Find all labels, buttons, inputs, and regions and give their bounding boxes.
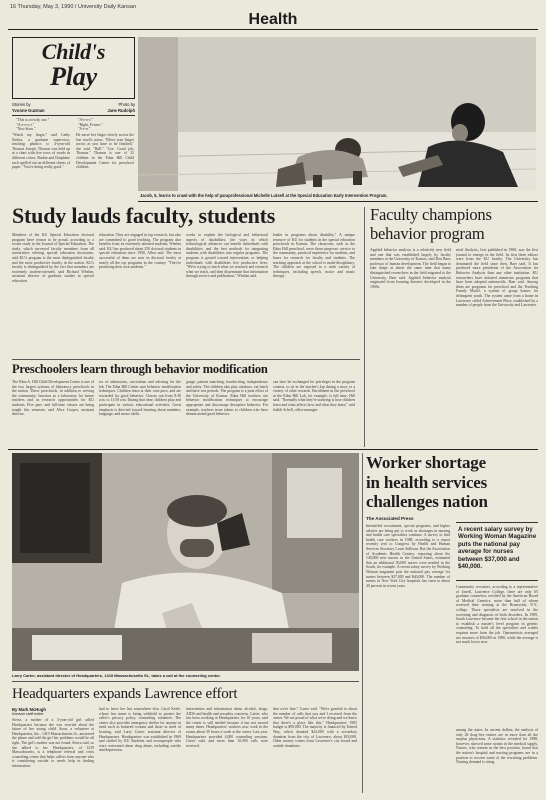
rule: [12, 359, 360, 360]
poem-line: "Right, Fenner.": [78, 122, 103, 127]
column-divider: [362, 453, 363, 793]
headquarters-col-2: had to leave her last somewhere else, Carol Keele, whose last name is being withheld to protect the caller's privacy policy, counseling volunteer. The center also provides emergency shelter for anyone in need such as battered women and those in need of housing, said Larry Carter, assistant director of Headquarters. Headquarters was established in 1969 and staffed by KU Students and townspeople who were concerned about drug abuse, including suicide and depression.: [99, 707, 181, 753]
worker-pullquote-box: [456, 522, 538, 582]
crawling-photo: [138, 37, 536, 191]
worker-headline: [366, 453, 542, 512]
headquarters-headline: Headquarters expands Lawrence effort: [12, 686, 238, 702]
poem-line: "A-o-o-o-t.": [16, 122, 35, 127]
study-col-4: leader in programs about disability." A unique resource of KU for students in the special education preschools in Kansas. The classroom, such as the Edna Hill preschool, serve those purposes: service to the community, practical experience for students, and bases for research for faculty and students. The teaching approach at the school is multi-disciplinary. The children are exposed to a wide variety of techniques, including speech, motor and music therapy.: [273, 233, 355, 279]
rule: [138, 201, 538, 202]
childs-play-text-right: He move her finger slowly across the last word's arrow. "Move your finger across as you have to be finished," she said. "Ball." "Got. Good job, Thomas." Thomas is one of 32 children in the Edna Hill Child Development Center for preschool children.: [76, 133, 134, 170]
faculty-col-2: nical Analysis, first published in 1968, was the first journal to emerge in the field. Its first three editors were from the KU faculty. The University has dominated the field since then, Baer said. It has produced more presidents of the Association for Behavior Analysis than any other institution. KU researchers have initiated numerous programs that have been adopted nationwide, Baer said. Among them are programs for preschool and the Teaching Family Model, a system of group homes for delinquent youth. The system came from a home in Lawrence called Achievement Place, established by a number of people from the University and Lawrence.: [456, 248, 538, 308]
poem-line: "Now Sean.": [16, 127, 36, 132]
crawling-photo-art: [138, 37, 536, 191]
column-divider: [364, 207, 365, 447]
headquarters-byline-sub: Kansan staff writer: [12, 712, 44, 716]
crawling-photo-caption: Jacob, 5, learns to crawl with the help of paraprofessional Michelle Lutsell at the Special Education Early Intervention Program.: [140, 193, 388, 198]
carter-photo-art: [12, 453, 359, 671]
childs-play-title: Child's: [41, 39, 106, 64]
box-rule: [12, 115, 135, 116]
poem-line: "This is a tricky one.": [16, 118, 50, 122]
childs-play-text-left: "Watch my finger," said Cathy Stokes, a graduate supervisor, teaching phonics to 4-year-old Thomas Joseph. Thomas was held up at a chart with five rows of words in different colors. Barbie and Dauphine each spelled out on different sheets of paper. "You're doing really good.": [12, 133, 70, 170]
folio: 16 Thursday, May 3, 1990 / University Daily Kansan: [10, 4, 137, 10]
rule: [456, 580, 538, 581]
carter-photo: [12, 453, 359, 671]
worker-col-3: among the states. In current dollars, the analysts of only 28 drug-free entries are in more than all the surplus physicians. A statistics revealed for 1988, however, showed some strains in the medical supply. Nurses, who remain in the best position, found that the nation's hospital and nursing programs are in a position to recover some of the recruiting problems. Nursing demand is rising.: [456, 728, 538, 765]
rule: [12, 681, 359, 682]
carter-photo-caption: Larry Carter, assistant director of Headquarters, 1419 Massachusetts St., takes a call at the counseling center.: [12, 673, 221, 678]
poem-line: "A-o-o-t.": [78, 118, 94, 122]
poem-line: "S-e-a.": [78, 127, 91, 132]
stories-author: Yvonne Guzman: [12, 108, 45, 113]
childs-play-title-2: Play: [50, 62, 97, 91]
photo-author: Jane Rudolph: [107, 108, 135, 113]
section-rule: [8, 29, 538, 30]
study-col-3: works to explain the biological and behavioral aspects of disabilities, the ways in which technological advances can benefit individuals with disabilities, and the best methods for integrating students with disabilities into regular programs. The program is geared toward intervention, or helping individuals with disabilities live productive lives. "We're trying to teach what we research and research what we teach, and then disseminate that information through service and publication," Whelan said.: [186, 233, 268, 279]
worker-col-1: Intensified recruitment, special programs, and higher salaries are being put to work as shortages in nursing and health care specialties continue. A survey to find health care workers in 1988, according to a report recently sent to Congress by Health and Human Services Secretary Louis Sullivan. But the Association of Academic Health Centers, reporting about the 140,000 new nurses in the United States, estimated that an additional 50,000 nurses were needed in the South, for example. A recent salary survey by Working Woman magazine puts the national pay average for nurses between $37,000 and $40,000. The number of nurses in New York City hospitals has risen to about 40 percent in recent years.: [366, 524, 450, 588]
headquarters-col-3: intervention and information about alcohol, drugs, AIDS and health and sexuality concerns. Carter, who has been working at Headquarters for 10 years, said the center is still needed because it has not moved many times. Headquarters' workers now work in the rooms about 30 hours a week at the center. Last year, Headquarters provided 4,000 counseling sessions, Carter said, and more than 10,000 calls were received.: [186, 707, 268, 748]
worker-pullquote: A recent salary survey by Working Woman Magazine puts the national pay average for nurses between $37,000 and $40,000.: [458, 526, 537, 571]
preschool-headline: Preschoolers learn through behavior modification: [12, 362, 268, 376]
study-col-2: education. They are engaged in top research, but also are committed to good teaching. The program also benefits from its extremely talented students, Whelan said. KU has produced about 250 doctoral students in special education since 1958, Allen said. The most successful of them are now in doctoral faculty at nearly all the top programs in the country. "They're producing their own students.": [99, 233, 181, 270]
study-col-1: Members of the KU Special Education doctoral program have reason to be proud, according to a recent study in the Journal of Special Education. The study, which surveyed faculty members from all universities offering special education doctorates, said KU's program is the most distinguished faculty and the most productive faculty in the nation. KU's faculty is distinguished by the fact that members are extremely student-oriented, said Richard Whelan, assistant director of graduate studies in special education.: [12, 233, 94, 283]
worker-col-2: Community recruiters, according to a representative of Jarrell, Lawrence College, there are only 65 graduate counselors certified by the American Board of Medical Genetics, more than half of whom received their training at the Brunswick, N.Y., college. Those specialists are involved in the screening and diagnosis of birth disorders. In 1989, Sarah Lawrence became the first school in the nation to establish a master's level program in genetic counseling. To hold all the specialties and credits requires more from the job. Optometrists averaged net incomes of $56,000 in 1986, while the average is not much lower now.: [456, 585, 538, 645]
worker-byline: The Associated Press: [366, 516, 414, 521]
headquarters-col-1: Sierra, a mother of a 3-year-old girl called Headquarters because she was worried about the future of her young child. Soon, a volunteer at Headquarters, Inc., 1419 Massachusetts St., answered the phone and told the girl her problems would be all right. The girl's mother was not found, Sierra said, so she talked to her. Headquarters, of 1419 Massachusetts, is a telephone referral and crisis counseling center that helps callers from anyone who is considering suicide or needs help in finding information.: [12, 718, 94, 768]
poem-right: [78, 118, 133, 132]
preschool-col-2: tor of admissions, curriculum and advising for the lab. The Edna Hill Center uses behavior modification techniques. Children learn at their own pace, and are rewarded for good behavior. Classes run from 8:30 a.m. to 11:50 a.m. During that time, children play and participate in various educational activities. Great emphasis is directed toward learning about numbers, language, and motor skills.: [99, 380, 181, 417]
faculty-headline: [370, 205, 540, 243]
photo-by-label: Photo by: [118, 102, 135, 107]
faculty-headline-line1: Faculty champions: [370, 205, 492, 224]
preschool-col-1: The Edna A. Hill Child Development Center is one of the two largest systems of laboratory preschools in the nation. These preschools, in addition to serving the community, function as a laboratory for future teachers and as research opportunities for KU students. Five part- and full-time classes are being taught this semester, said Alice Cooper, assistant director.: [12, 380, 94, 417]
faculty-headline-line2: behavior program: [370, 224, 485, 243]
worker-headline-line3: challenges nation: [366, 492, 488, 511]
study-headline: Study lauds faculty, students: [12, 203, 276, 228]
worker-headline-line1: Worker shortage: [366, 453, 486, 472]
headquarters-byline: By Mark McHugh: [12, 707, 46, 712]
worker-headline-line2: in health services: [366, 472, 488, 492]
preschool-col-4: can later be exchanged for privileges in the program context, to sit in the teacher's lap during a story or a variety of other rewards. Enrollment in the preschool at the Edna Hill Lab, for example, is full time. Hill said. "Normally what they're studying is how children learn and what affects how and what they learn," said Judith Schell, office manager.: [273, 380, 355, 412]
rule: [456, 522, 538, 523]
childs-play-title-frame: [12, 37, 135, 99]
section-title: Health: [248, 11, 298, 28]
stories-by-label: Stories by: [12, 102, 31, 107]
preschool-col-3: guage, pattern matching, handwriting, independence and safety. The children also play outdoors, eat lunch and have rest periods. The program is a joint effort of the University of Kansas. Edna Hill teachers use behavior modification techniques to encourage appropriate and discourage disruptive behavior. For example, teachers issue tokens to children who have demonstrated good behavior.: [186, 380, 268, 417]
faculty-col-1: Applied behavior analysis is a relatively new field and one that was established largely by faculty members at the University of Kansas, said Don Baer, professor of human development. The field began to take shape at about the same time that many distinguished researchers in the field migrated to the University, Baer said. Applied behavior analysis originated from learning theories developed in the 1960s.: [370, 248, 451, 289]
rule: [8, 449, 538, 450]
headquarters-col-4: that we're fine," Carter said. "We're grateful to about the number of calls that you and I received from the center. We are proud of what we're doing and we know that there's a place like this." Headquarters' 1985 budget is $90,000. The majority is financed by United Way, which donated $24,000 with a secondary donation from the city of Lawrence, about $19,000. Other money comes from Lawrence's city board and outside donations.: [273, 707, 357, 748]
poem-left: [16, 118, 71, 132]
